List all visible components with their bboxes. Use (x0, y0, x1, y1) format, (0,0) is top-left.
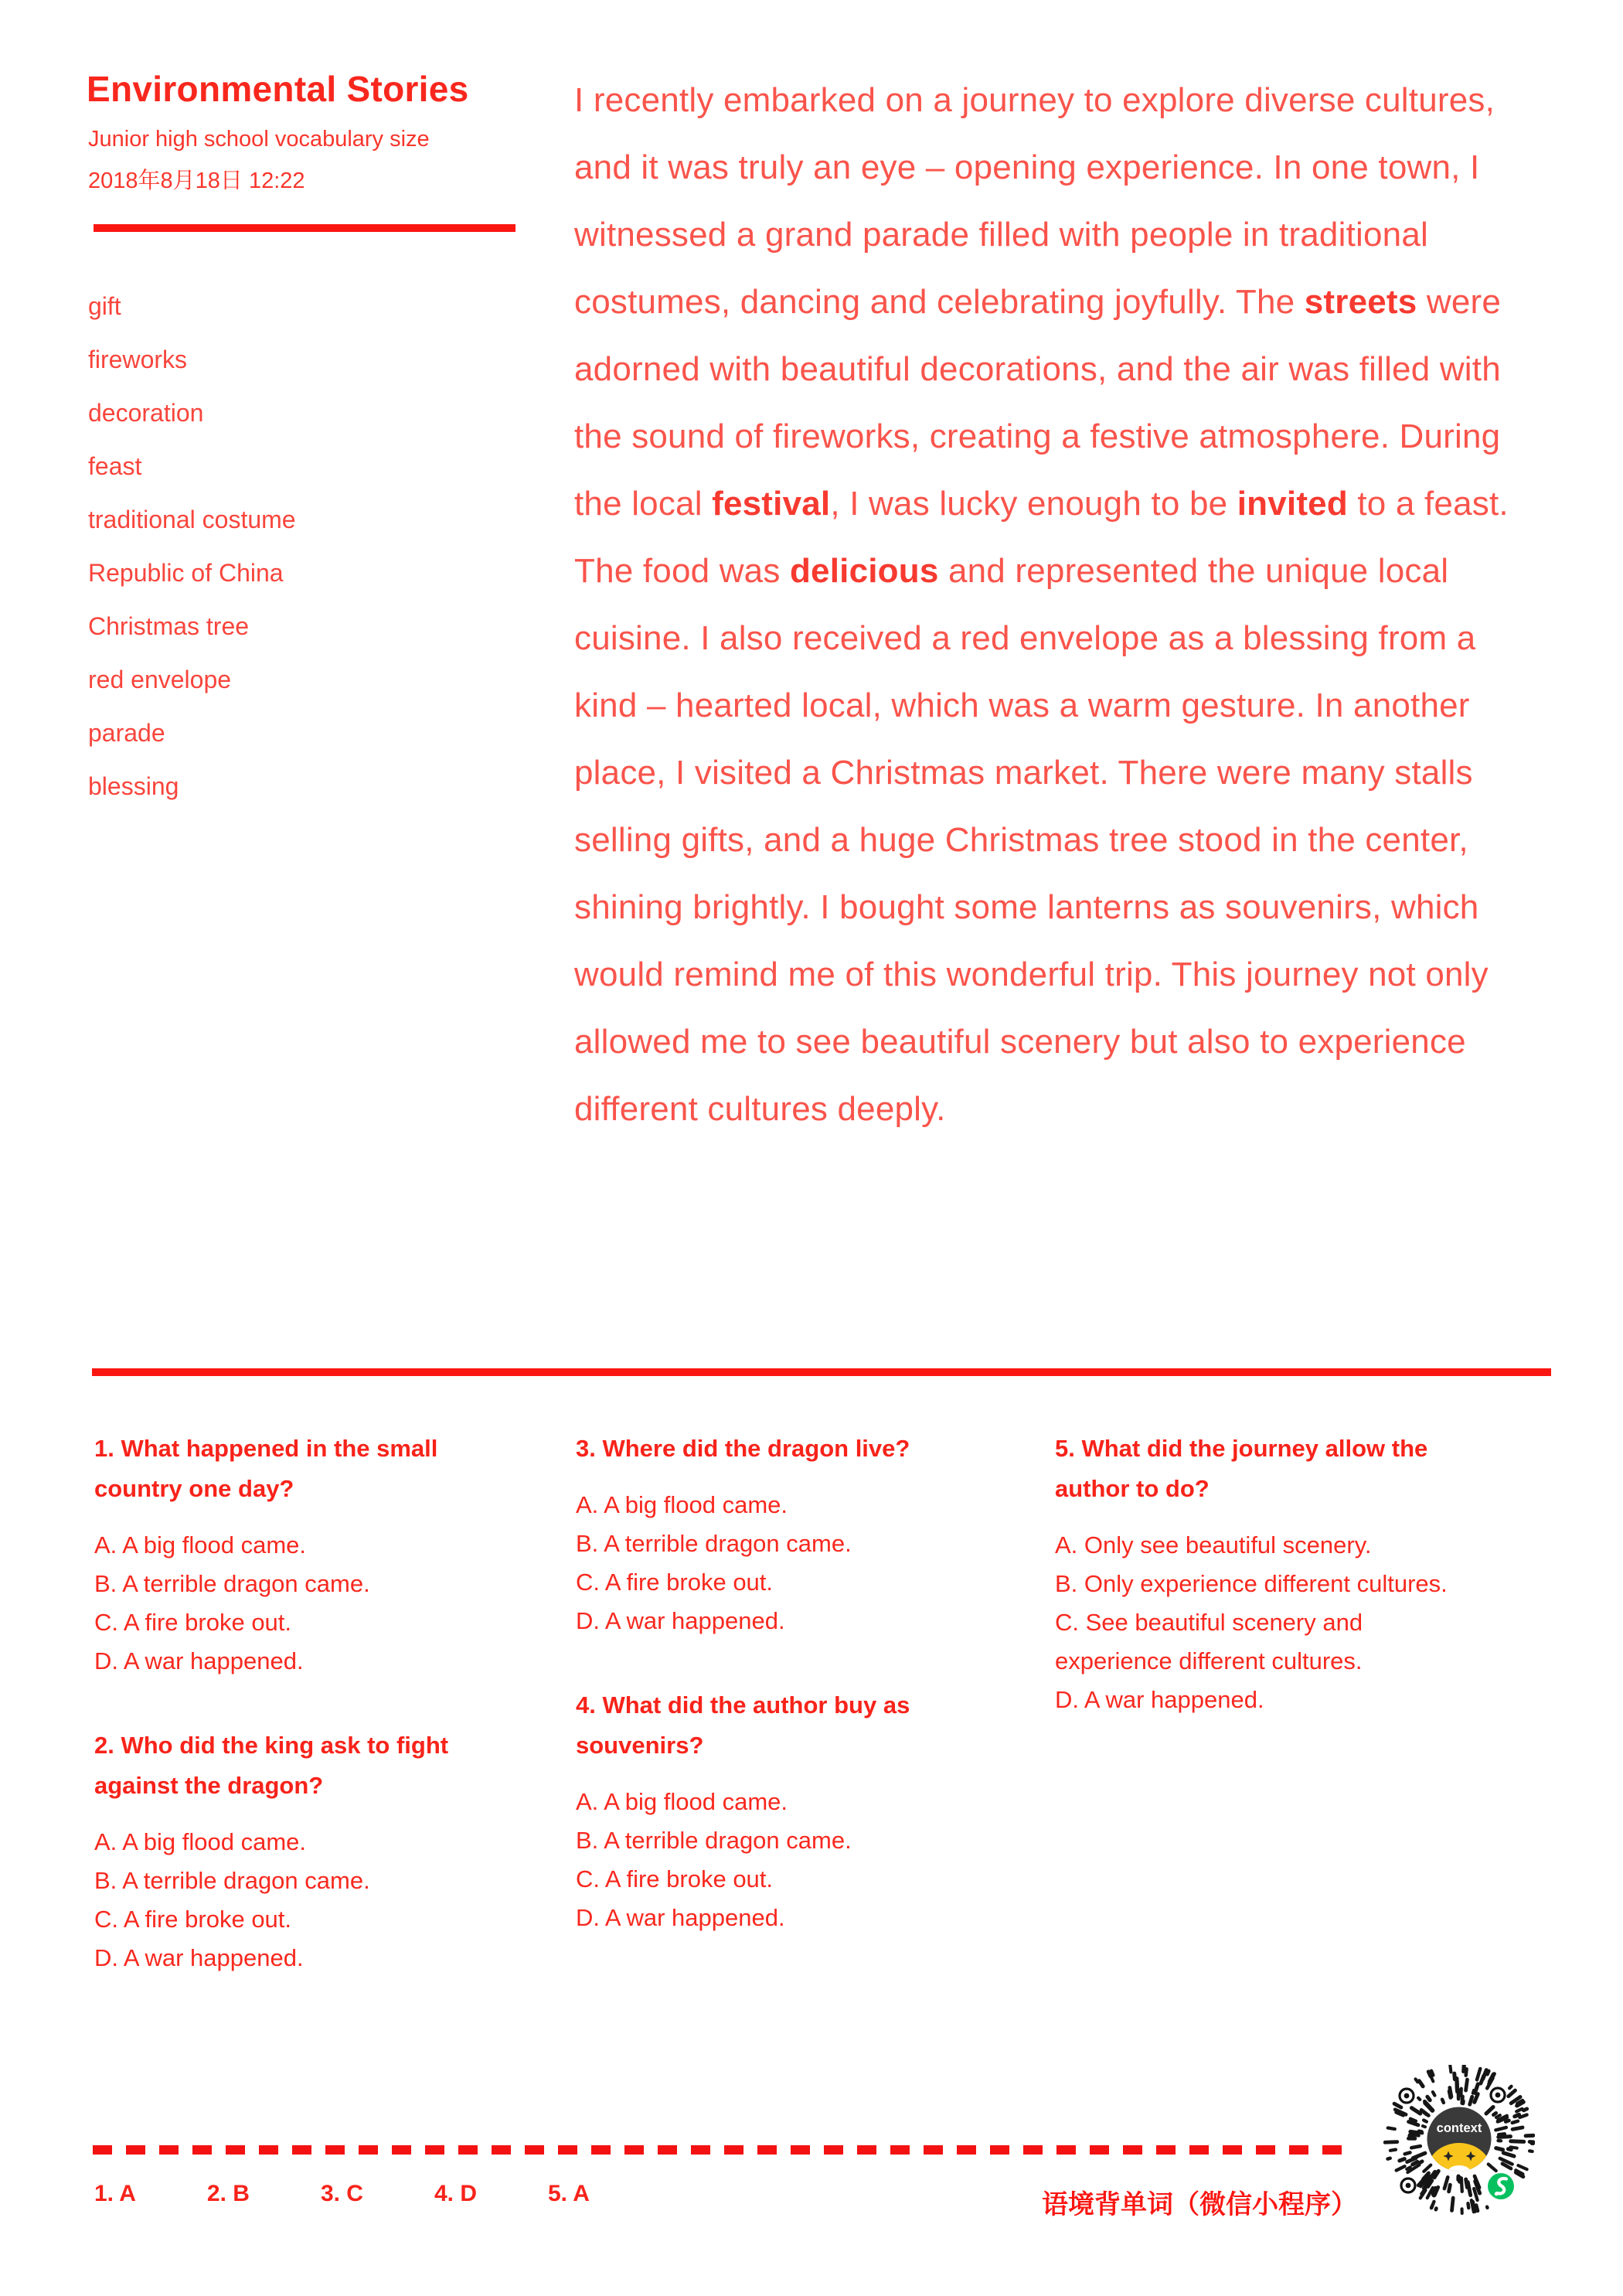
question-column (1055, 1429, 1457, 1764)
passage-keyword: streets (1304, 283, 1417, 321)
passage-text-run: to a feast. The food was (574, 485, 1509, 590)
question-option: C. A fire broke out. (94, 1609, 292, 1636)
section-divider-rule (92, 1368, 1551, 1376)
questions-section (94, 1429, 1553, 2016)
question-option: C. A fire broke out. (576, 1865, 774, 1892)
passage-text-run: I recently embarked on a journey to explore diverse cultures, and it was truly an eye – opening experience. In one town, I witnessed a grand parade filled with people in traditional costumes, dancing and celebrating joyfully. The (574, 81, 1495, 321)
question-option: D. A war happened. (576, 1904, 785, 1931)
title-underline-rule (94, 224, 515, 232)
question-option: A. Only see beautiful scenery. (1055, 1531, 1372, 1558)
question-option: B. A terrible dragon came. (576, 1827, 852, 1854)
question-block (576, 1685, 985, 1937)
question-option: B. Only experience different cultures. (1055, 1570, 1448, 1597)
passage-keyword: invited (1237, 485, 1348, 523)
answer-item: 2. B (206, 2181, 250, 2206)
question-option: D. A war happened. (576, 1607, 785, 1634)
answer-item: 1. A (94, 2181, 136, 2206)
vocabulary-item: gift (88, 292, 121, 320)
question-prompt: 5. What did the journey allow the author to do? (1055, 1435, 1428, 1502)
page-date: 2018年8月18日 12:22 (88, 169, 305, 193)
question-block (576, 1429, 985, 1640)
passage-keyword: festival (712, 485, 831, 523)
question-option: C. A fire broke out. (576, 1569, 774, 1596)
page-title: Environmental Stories (87, 69, 469, 109)
answer-item: 3. C (320, 2181, 363, 2206)
question-option: B. A terrible dragon came. (94, 1570, 370, 1597)
question-column (576, 1429, 985, 1982)
vocabulary-item: traditional costume (88, 506, 296, 533)
vocabulary-item: blessing (88, 772, 179, 800)
question-prompt: 1. What happened in the small country one day? (94, 1435, 438, 1502)
question-prompt: 2. Who did the king ask to fight against the dragon? (94, 1732, 449, 1799)
page-subtitle: Junior high school vocabulary size (88, 127, 430, 152)
mini-program-qr-code (1383, 2065, 1535, 2216)
question-block (94, 1725, 496, 1977)
question-option: D. A war happened. (94, 1944, 304, 1971)
question-column (94, 1429, 496, 2022)
app-name-label: 语境背单词（微信小程序） (1042, 2190, 1357, 2219)
vocabulary-item: parade (88, 719, 165, 747)
question-option: C. See beautiful scenery and experience different cultures. (1055, 1609, 1363, 1674)
answer-item: 5. A (548, 2181, 590, 2206)
question-option: B. A terrible dragon came. (576, 1530, 852, 1557)
qr-context-label: context (1436, 2121, 1482, 2135)
question-option: D. A war happened. (1055, 1686, 1264, 1713)
reading-passage (574, 66, 1539, 1143)
passage-text-run: were adorned with beautiful decorations, and the air was filled with the sound of fireworks, creating a festive atmosphere. During the local (574, 283, 1502, 523)
passage-text-run: and represented the unique local cuisine. I also received a red envelope as a blessing from a kind – hearted local, which was a warm gesture. In another place, I visited a Christmas market. There were many stalls selling gifts, and a huge Christmas tree stood in the center, shining brightly. I bought some lanterns as souvenirs, which would remind me of this wonderful trip. This journey not only allowed me to see beautiful scenery but also to experience different cultures deeply. (574, 552, 1489, 1128)
vocabulary-item: decoration (88, 399, 204, 427)
passage-keyword: delicious (789, 552, 939, 590)
question-option: A. A big flood came. (576, 1788, 788, 1815)
vocabulary-item: Christmas tree (88, 612, 250, 640)
passage-text-run: , I was lucky enough to be (830, 485, 1237, 523)
vocabulary-item: fireworks (88, 346, 188, 373)
question-block (94, 1429, 496, 1681)
question-option: D. A war happened. (94, 1647, 304, 1674)
vocabulary-item: Republic of China (88, 559, 284, 587)
vocabulary-item: feast (88, 452, 142, 480)
vocabulary-list (88, 280, 521, 813)
question-block (1055, 1429, 1457, 1719)
answer-key (94, 2181, 590, 2207)
question-option: B. A terrible dragon came. (94, 1867, 370, 1894)
vocabulary-item: red envelope (88, 666, 232, 693)
question-prompt: 4. What did the author buy as souvenirs? (576, 1691, 910, 1759)
question-option: A. A big flood came. (94, 1531, 307, 1558)
question-prompt: 3. Where did the dragon live? (576, 1435, 910, 1462)
dashed-divider (93, 2145, 1351, 2155)
answer-item: 4. D (434, 2181, 477, 2206)
question-option: A. A big flood came. (94, 1828, 307, 1855)
question-option: A. A big flood came. (576, 1491, 788, 1518)
question-option: C. A fire broke out. (94, 1906, 292, 1933)
